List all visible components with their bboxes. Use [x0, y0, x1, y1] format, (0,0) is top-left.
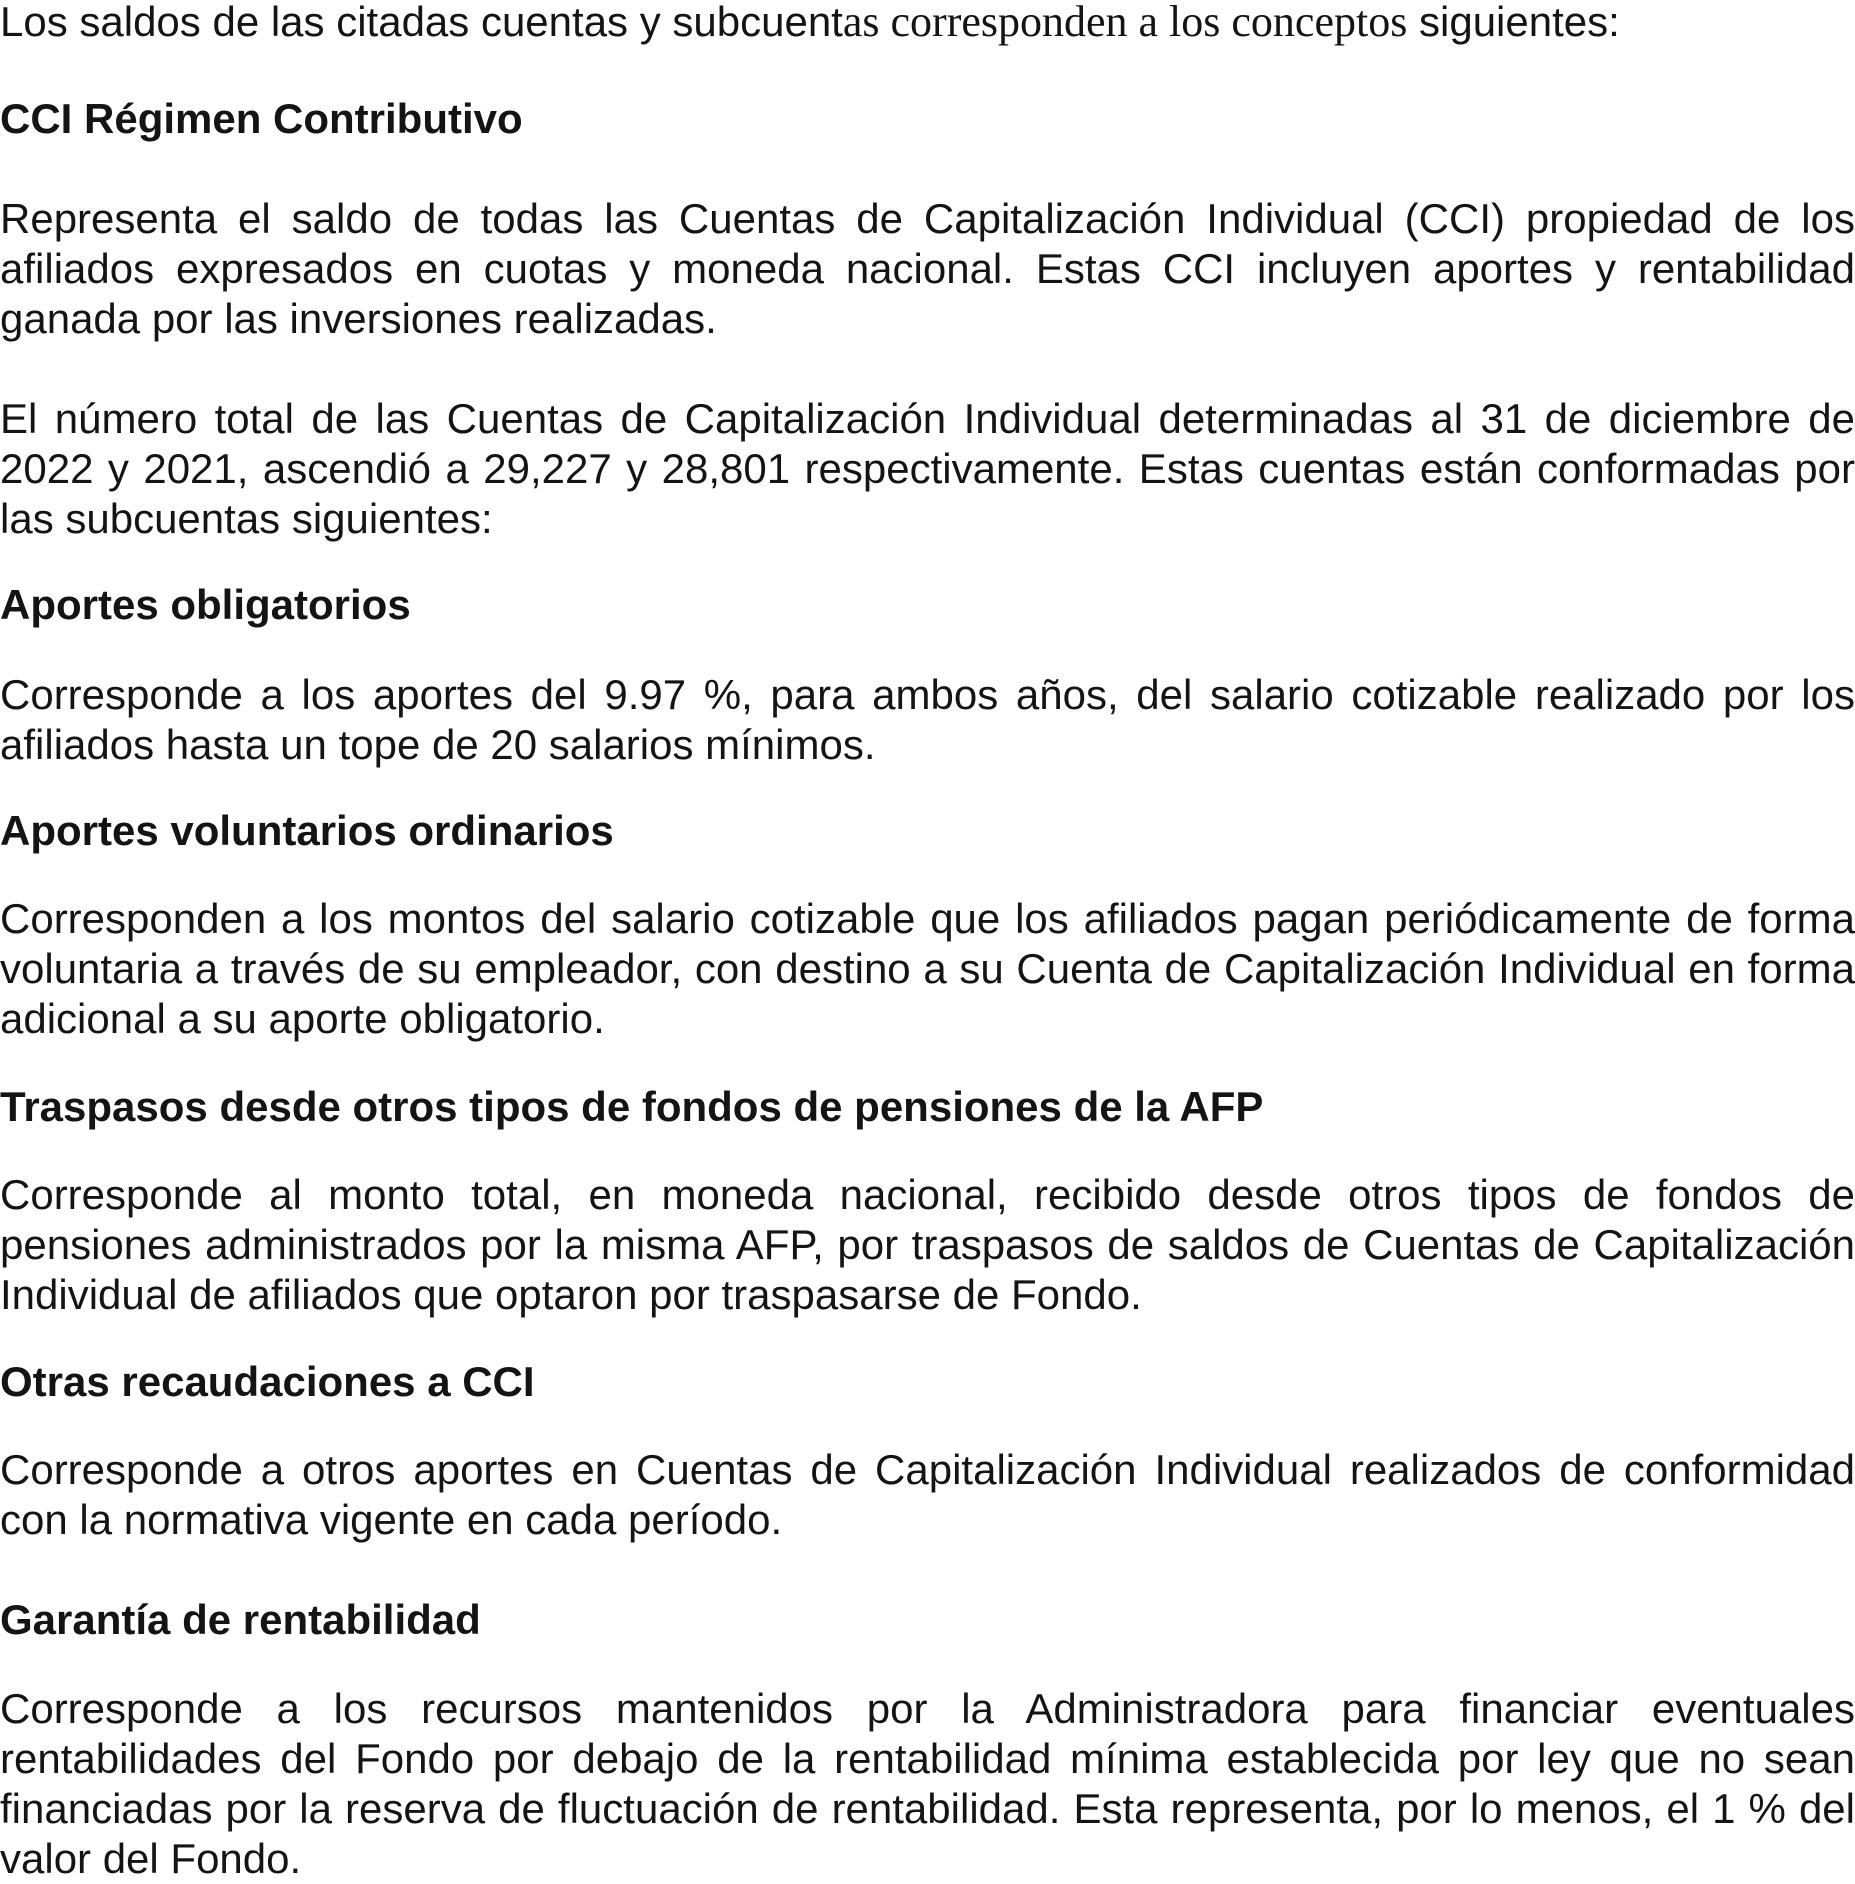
heading-traspasos: Traspasos desde otros tipos de fondos de pensiones de la AFP [0, 1083, 1264, 1130]
paragraph-garantia-rentabilidad: Corresponde a los recursos mantenidos por la Administradora para financiar eventuales rentabilidades del Fondo por debajo de la rentabilidad mínima establecida por ley que no sean financiadas por la reserva de fluctuación de rentabilidad. Esta representa, por lo menos, el 1 % del valor del Fondo. [0, 1685, 1855, 1882]
heading-garantia-rentabilidad: Garantía de rentabilidad [0, 1596, 481, 1643]
heading-otras-recaudaciones: Otras recaudaciones a CCI [0, 1358, 535, 1405]
paragraph-cci-account-count: El número total de las Cuentas de Capitalización Individual determinadas al 31 de diciembre de 2022 y 2021, ascendió a 29,227 y 28,801 respectivamente. Estas cuentas están conformadas por las subcuentas siguientes: [0, 395, 1855, 542]
paragraph-traspasos: Corresponde al monto total, en moneda nacional, recibido desde otros tipos de fondos de pensiones administrados por la misma AFP, por traspasos de saldos de Cuentas de Capitalización Individual de afiliados que optaron por traspasarse de Fondo. [0, 1171, 1855, 1318]
intro-text-end: siguientes: [1407, 0, 1620, 45]
intro-sentence [0, 0, 1855, 47]
intro-text-serif: as corresponden a los conceptos [842, 0, 1408, 46]
paragraph-aportes-obligatorios: Corresponde a los aportes del 9.97 %, para ambos años, del salario cotizable realizado por los afiliados hasta un tope de 20 salarios mínimos. [0, 671, 1855, 768]
intro-text-start: Los saldos de las citadas cuentas y subcuent [0, 0, 843, 45]
paragraph-aportes-voluntarios: Corresponden a los montos del salario cotizable que los afiliados pagan periódicamente de forma voluntaria a través de su empleador, con destino a su Cuenta de Capitalización Individual en forma adicional a su aporte obligatorio. [0, 895, 1855, 1042]
paragraph-cci-definition: Representa el saldo de todas las Cuentas de Capitalización Individual (CCI) propiedad de los afiliados expresados en cuotas y moneda nacional. Estas CCI incluyen aportes y rentabilidad ganada por las inversiones realizadas. [0, 195, 1855, 342]
heading-cci-regimen-contributivo: CCI Régimen Contributivo [0, 95, 523, 142]
heading-aportes-obligatorios: Aportes obligatorios [0, 581, 411, 628]
heading-aportes-voluntarios: Aportes voluntarios ordinarios [0, 807, 614, 854]
paragraph-otras-recaudaciones: Corresponde a otros aportes en Cuentas de Capitalización Individual realizados de conformidad con la normativa vigente en cada período. [0, 1446, 1855, 1543]
